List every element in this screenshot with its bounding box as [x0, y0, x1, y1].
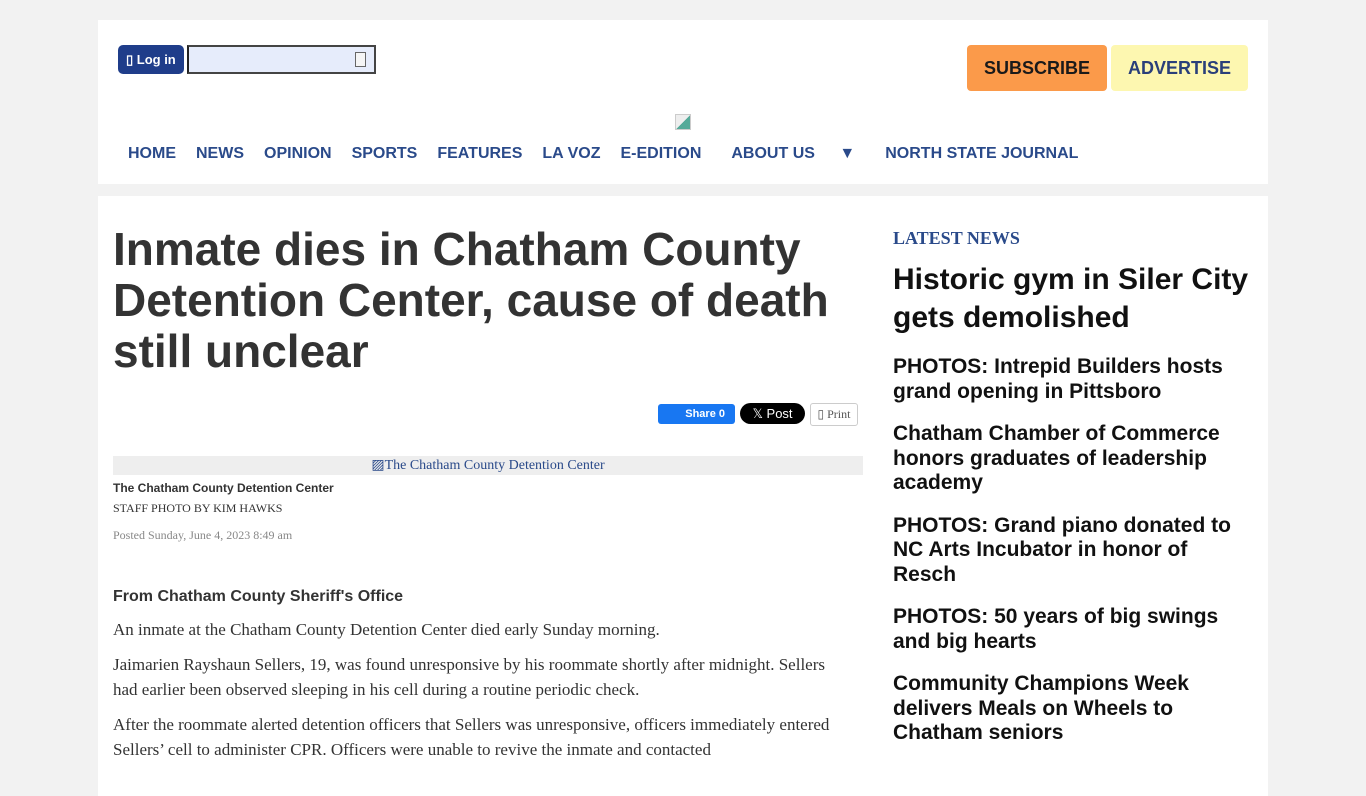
paragraph: An inmate at the Chatham County Detention Center died early Sunday morning. [113, 620, 660, 639]
nav-about-us[interactable]: ABOUT US ▼ [711, 145, 875, 163]
headline-link[interactable]: PHOTOS: Grand piano donated to NC Arts Incubator in honor of Resch [893, 513, 1231, 586]
main-content [98, 196, 1268, 796]
x-post-button[interactable]: 𝕏 Post [740, 403, 805, 424]
facebook-share-button[interactable]: Share 0 [658, 404, 735, 424]
advertise-button[interactable]: ADVERTISE [1111, 45, 1248, 91]
posted-date: Posted Sunday, June 4, 2023 8:49 am [113, 528, 293, 542]
paragraph: After the roommate alerted detention officers that Sellers was unresponsive, officers immediately entered Sellers’ cell to administer CPR. Officers were unable to revive the inmate and contacted [113, 715, 830, 759]
latest-news-sidebar [893, 228, 1253, 764]
x-icon: 𝕏 [752, 406, 767, 421]
search-icon[interactable] [355, 52, 366, 67]
photo-caption: The Chatham County Detention Center [113, 481, 334, 495]
nav-opinion[interactable]: OPINION [264, 145, 332, 162]
photo-credit: STAFF PHOTO BY KIM HAWKS [113, 501, 283, 515]
article-title: Inmate dies in Chatham County Detention Center, cause of death still unclear [113, 223, 829, 377]
headline-link[interactable]: Community Champions Week delivers Meals on Wheels to Chatham seniors [893, 672, 1189, 744]
search-input[interactable] [187, 45, 376, 74]
nav-la-voz[interactable]: LA VOZ [542, 145, 601, 162]
article-photo: ▨The Chatham County Detention Center [113, 456, 863, 475]
caret-down-icon: ▼ [839, 145, 856, 162]
broken-image-icon: ▨ [371, 458, 385, 473]
nav-e-edition[interactable]: E-EDITION [620, 145, 702, 162]
nav-home[interactable]: HOME [128, 145, 176, 162]
main-nav [118, 145, 1088, 163]
headline-link[interactable]: Chatham Chamber of Commerce honors graduates of leadership academy [893, 422, 1220, 494]
headline-link[interactable]: PHOTOS: Intrepid Builders hosts grand opening in Pittsboro [893, 355, 1223, 403]
lead-headline-link[interactable]: Historic gym in Siler City gets demolished [893, 263, 1249, 334]
subscribe-button[interactable]: SUBSCRIBE [967, 45, 1107, 91]
print-button[interactable]: ▯ Print [810, 403, 858, 426]
nav-sports[interactable]: SPORTS [351, 145, 418, 162]
nav-features[interactable]: FEATURES [437, 145, 523, 162]
print-icon: ▯ [817, 407, 828, 421]
sidebar-heading: LATEST NEWS [893, 228, 1020, 248]
user-icon: ▯ [126, 52, 137, 67]
article-body [113, 617, 833, 772]
site-logo[interactable] [675, 114, 691, 130]
paragraph: Jaimarien Rayshaun Sellers, 19, was found unresponsive by his roommate shortly after midnight. Sellers had earlier been observed sleeping in his cell during a routine periodic check. [113, 655, 825, 699]
login-button[interactable]: ▯ Log in [118, 45, 184, 74]
nav-north-state-journal[interactable]: NORTH STATE JOURNAL [885, 145, 1079, 162]
article-source: From Chatham County Sheriff's Office [113, 588, 404, 605]
headline-link[interactable]: PHOTOS: 50 years of big swings and big hearts [893, 605, 1219, 653]
nav-news[interactable]: NEWS [196, 145, 244, 162]
site-header [98, 20, 1268, 184]
